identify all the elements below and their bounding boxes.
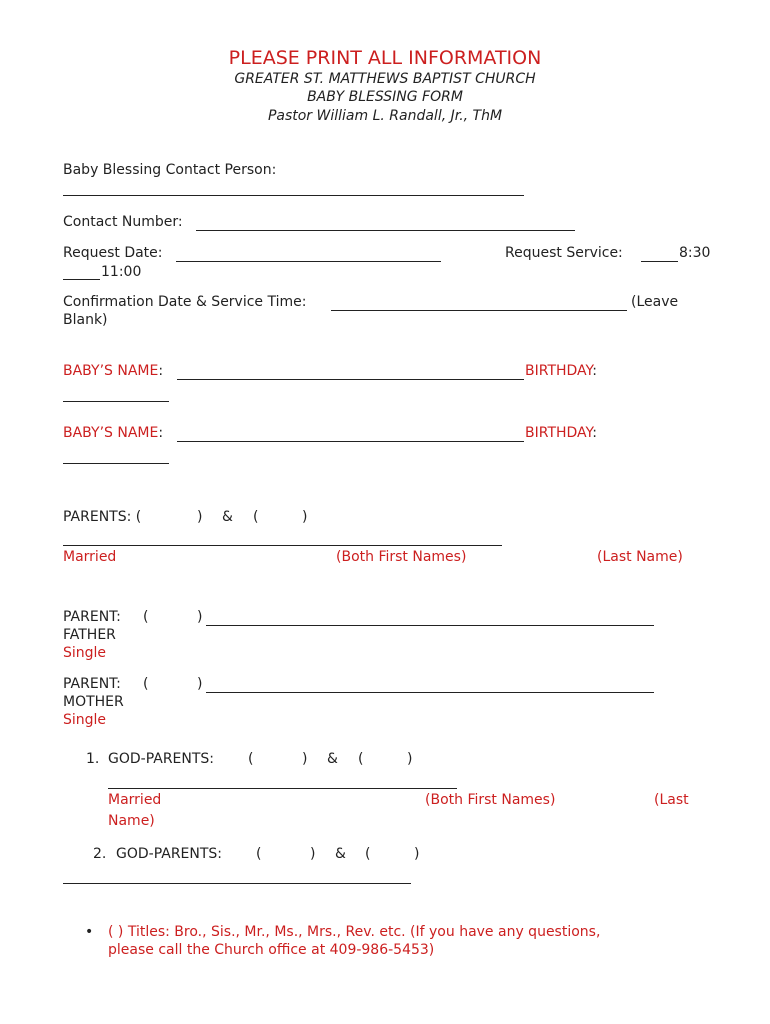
birthday-field-2[interactable] <box>63 463 169 464</box>
parents-close-paren: ) <box>197 509 203 525</box>
godparents-1-married: Married <box>108 792 162 808</box>
titles-note-contact: please call the Church office at 409-986-5453) <box>108 942 435 958</box>
colon: : <box>592 425 597 441</box>
birthday-label: BIRTHDAY <box>525 425 593 441</box>
colon: : <box>158 425 164 441</box>
colon: : <box>592 363 597 379</box>
baby-name-row-1 <box>63 363 163 379</box>
godparents-2-field[interactable] <box>63 883 411 884</box>
birthday-label: BIRTHDAY <box>525 363 593 379</box>
service-830-label: 8:30 <box>679 245 711 261</box>
parent-mother-field[interactable] <box>206 692 654 693</box>
parent-mother-close: ) <box>197 676 203 692</box>
parents-first-names-label: (Both First Names) <box>336 549 467 565</box>
parents-married-label: Married <box>63 549 117 565</box>
parent-father-role: FATHER <box>63 627 116 643</box>
godparents-2-open-2: ( <box>365 846 371 862</box>
contact-person-label: Baby Blessing Contact Person: <box>63 162 277 178</box>
request-date-field[interactable] <box>176 261 441 262</box>
contact-person-field[interactable] <box>63 195 524 196</box>
contact-number-label: Contact Number: <box>63 214 183 230</box>
parents-last-name-label: (Last Name) <box>597 549 683 565</box>
godparents-1-label: GOD-PARENTS: <box>108 751 215 767</box>
parents-names-field[interactable] <box>63 545 502 546</box>
confirmation-note-2: Blank) <box>63 312 108 328</box>
parents-amp: & <box>222 509 233 525</box>
birthday-row-1 <box>525 363 597 379</box>
service-830-checkbox[interactable] <box>641 261 678 262</box>
confirmation-label: Confirmation Date & Service Time: <box>63 294 307 310</box>
parents-close-paren-2: ) <box>302 509 308 525</box>
colon: : <box>158 363 164 379</box>
bullet: • <box>85 924 94 940</box>
request-date-label: Request Date: <box>63 245 163 261</box>
godparents-1-last-name: (Last <box>654 792 689 808</box>
godparents-2-amp: & <box>335 846 346 862</box>
birthday-field-1[interactable] <box>63 401 169 402</box>
baby-name-field-1[interactable] <box>177 379 524 380</box>
contact-number-field[interactable] <box>196 230 575 231</box>
parent-mother-open: ( <box>143 676 149 692</box>
baby-name-label: BABY’S NAME <box>63 425 159 441</box>
godparents-1-first-names: (Both First Names) <box>425 792 556 808</box>
parent-mother-label: PARENT: <box>63 676 121 692</box>
church-name: GREATER ST. MATTHEWS BAPTIST CHURCH <box>234 71 536 87</box>
godparents-1-close: ) <box>302 751 308 767</box>
godparents-1-field[interactable] <box>108 788 457 789</box>
form-name: BABY BLESSING FORM <box>307 89 463 105</box>
godparents-1-amp: & <box>327 751 338 767</box>
godparents-1-number: 1. <box>86 751 100 767</box>
confirmation-field[interactable] <box>331 310 627 311</box>
pastor-name: Pastor William L. Randall, Jr., ThM <box>267 108 503 124</box>
parent-father-close: ) <box>197 609 203 625</box>
parent-father-label: PARENT: <box>63 609 121 625</box>
parents-label: PARENTS: ( <box>63 509 142 525</box>
godparents-2-label: GOD-PARENTS: <box>116 846 223 862</box>
godparents-1-open-2: ( <box>358 751 364 767</box>
birthday-row-2 <box>525 425 597 441</box>
godparents-2-number: 2. <box>93 846 107 862</box>
parent-father-status: Single <box>63 645 107 661</box>
godparents-1-last-name-2: Name) <box>108 813 155 829</box>
titles-note: ( ) Titles: Bro., Sis., Mr., Ms., Mrs., Rev. etc. (If you have any questions, <box>108 924 601 940</box>
parent-father-open: ( <box>143 609 149 625</box>
service-1100-label: 11:00 <box>101 264 142 280</box>
godparents-2-close: ) <box>310 846 316 862</box>
parent-mother-status: Single <box>63 712 107 728</box>
baby-name-label: BABY’S NAME <box>63 363 159 379</box>
baby-name-field-2[interactable] <box>177 441 524 442</box>
godparents-2-close-2: ) <box>414 846 420 862</box>
request-service-label: Request Service: <box>505 245 623 261</box>
godparents-1-close-2: ) <box>407 751 413 767</box>
parent-mother-role: MOTHER <box>63 694 124 710</box>
form-title: PLEASE PRINT ALL INFORMATION <box>228 47 542 69</box>
godparents-2-open: ( <box>256 846 262 862</box>
baby-name-row-2 <box>63 425 163 441</box>
confirmation-note: (Leave <box>631 294 679 310</box>
parent-father-field[interactable] <box>206 625 654 626</box>
parents-open-paren: ( <box>253 509 259 525</box>
service-1100-checkbox[interactable] <box>63 279 100 280</box>
godparents-1-open: ( <box>248 751 254 767</box>
